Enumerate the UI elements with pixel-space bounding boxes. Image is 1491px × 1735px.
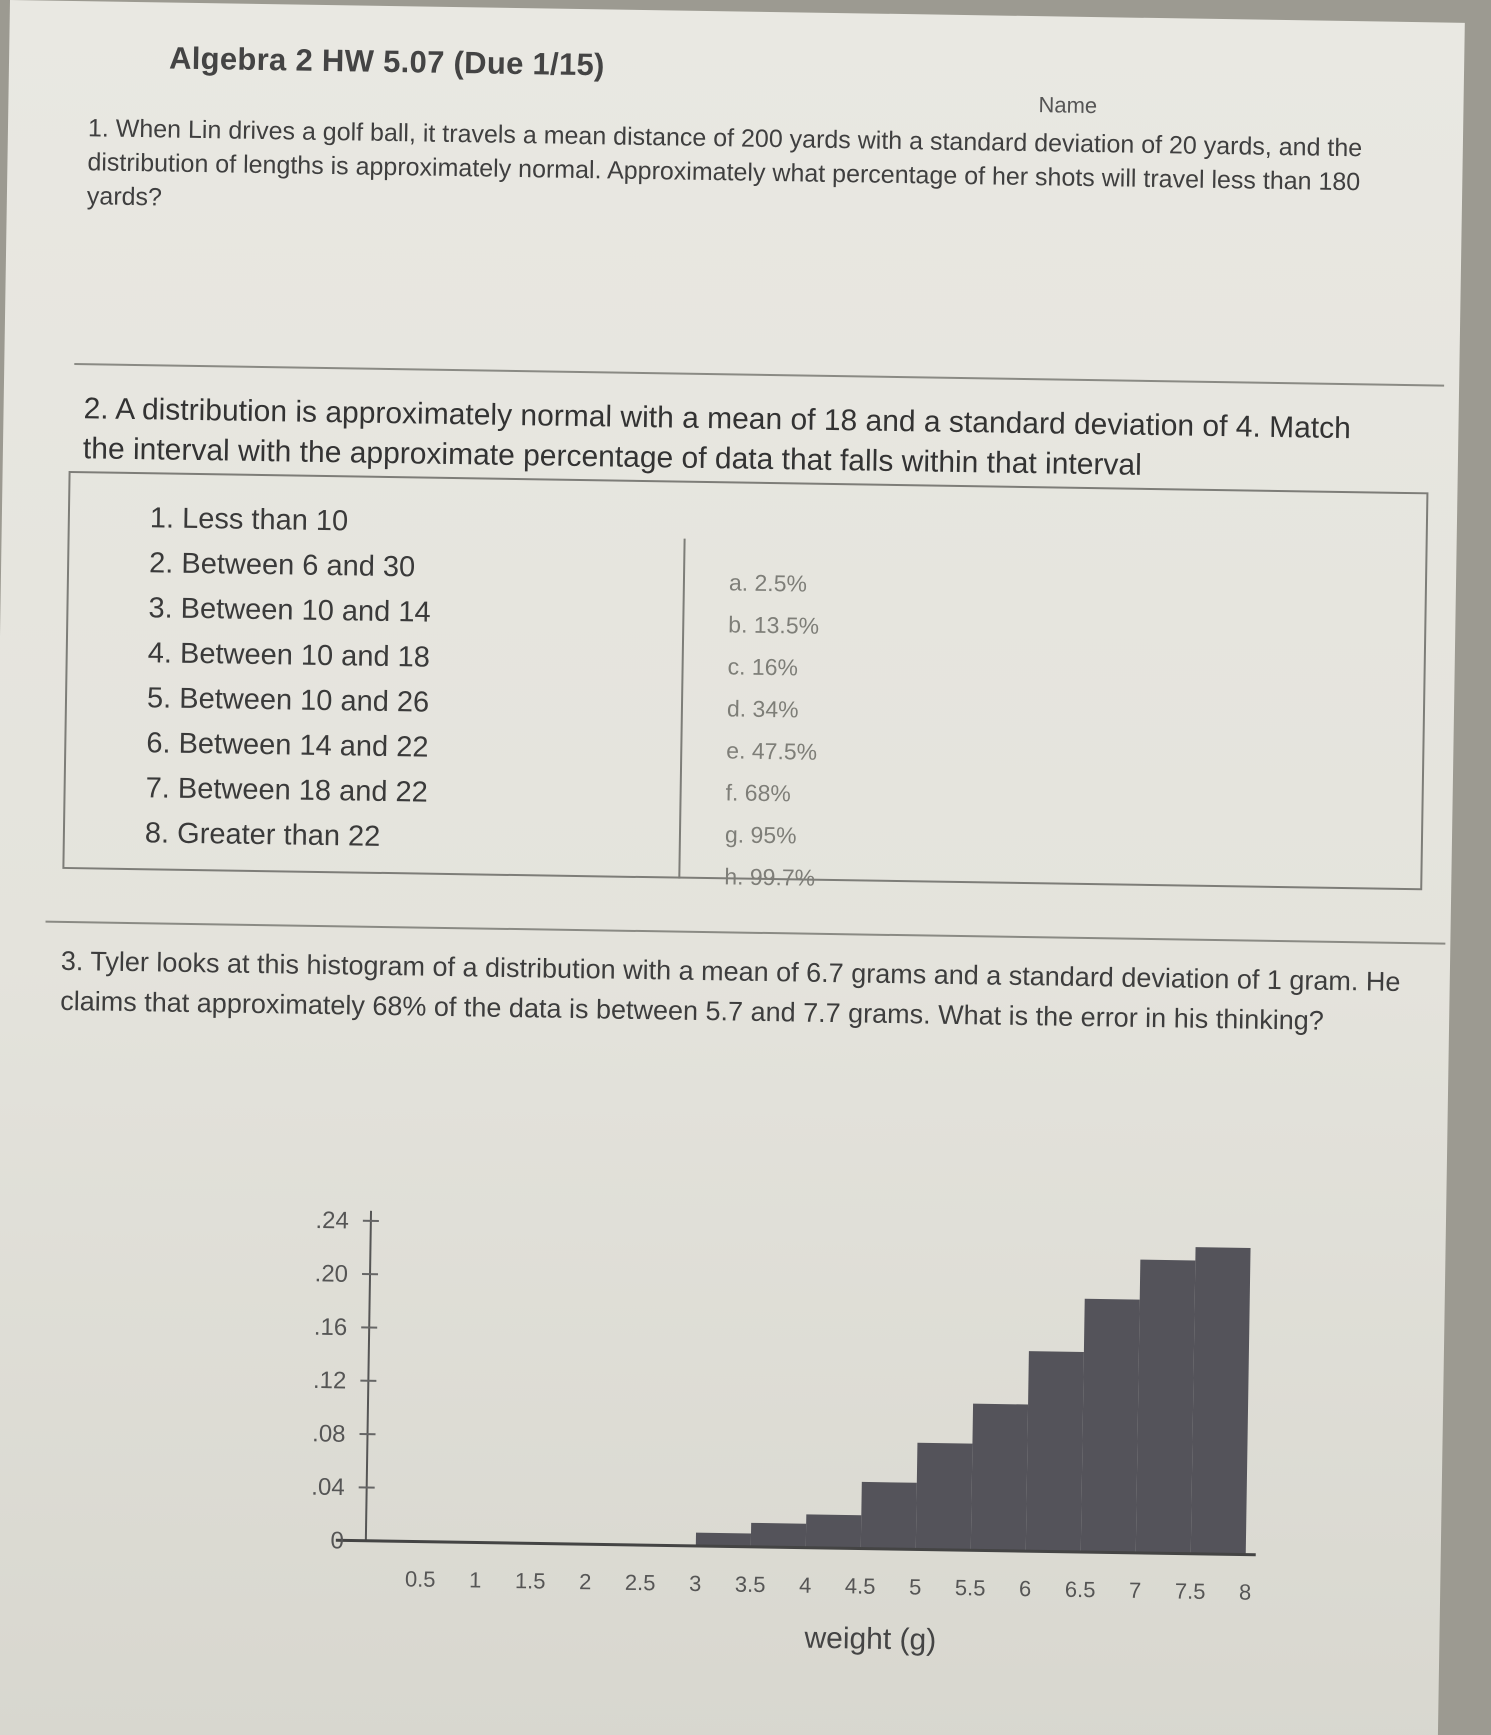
percentage-item: c. 16% <box>727 653 799 681</box>
histogram-bar <box>751 1523 806 1548</box>
x-tick-label: 4.5 <box>844 1573 876 1599</box>
divider-q1-q2 <box>74 363 1444 387</box>
x-tick-label: 1.5 <box>514 1568 546 1594</box>
divider-q2-q3 <box>46 921 1446 945</box>
histogram-bar <box>1136 1260 1196 1554</box>
histogram-bar <box>1191 1247 1251 1554</box>
histogram-chart <box>264 1184 1301 1670</box>
histogram-bar <box>806 1514 862 1548</box>
matching-table <box>62 471 1428 890</box>
histogram-bar <box>916 1443 973 1551</box>
x-tick-label: 6.5 <box>1064 1576 1096 1603</box>
interval-item: 7. Between 18 and 22 <box>145 772 429 809</box>
interval-item: 5. Between 10 and 26 <box>146 682 430 719</box>
y-tick-label: .12 <box>312 1366 347 1395</box>
name-label: Name <box>1038 92 1098 119</box>
interval-item: 3. Between 10 and 14 <box>148 592 431 629</box>
histogram-bar <box>971 1404 1028 1552</box>
x-tick-label: 3 <box>688 1570 702 1597</box>
y-tick-label: .08 <box>311 1420 346 1448</box>
y-tick-label: 0 <box>330 1527 345 1555</box>
x-tick-label: 6 <box>1018 1576 1032 1602</box>
question-2-intro-line-1: 2. A distribution is approximately normal with a mean of 18 and a standard deviation of 4. Match <box>83 392 1352 446</box>
x-tick-label: 2 <box>578 1569 592 1595</box>
y-tick-label: .16 <box>313 1313 348 1342</box>
histogram-bar <box>1081 1299 1140 1553</box>
x-tick-label: 5.5 <box>954 1575 986 1601</box>
percentage-item: e. 47.5% <box>726 737 818 765</box>
percentage-item: f. 68% <box>725 779 792 807</box>
x-tick-label: 0.5 <box>404 1566 436 1592</box>
x-tick-label: 3.5 <box>734 1571 766 1598</box>
x-tick-label: 1 <box>468 1567 482 1593</box>
percentage-list <box>724 561 820 898</box>
interval-item: 1. Less than 10 <box>149 502 349 538</box>
y-axis-line <box>366 1211 371 1541</box>
percentage-item: b. 13.5% <box>728 611 820 639</box>
question-3-text: 3. Tyler looks at this histogram of a distribution with a mean of 6.7 grams and a standard deviation of 1 gram. He claims that approximately 68% of the data is between 5.7 and 7.7 grams. What is the error in his thinking? <box>60 945 1401 1036</box>
x-tick-label: 5 <box>908 1574 922 1600</box>
y-tick-label: .24 <box>315 1206 350 1235</box>
histogram-bar <box>861 1482 917 1550</box>
worksheet-title: Algebra 2 HW 5.07 (Due 1/15) <box>168 40 605 83</box>
percentage-item: h. 99.7% <box>724 863 816 891</box>
y-tick-label: .20 <box>314 1260 349 1288</box>
x-tick-label: 2.5 <box>624 1569 656 1596</box>
interval-item: 4. Between 10 and 18 <box>147 637 431 674</box>
interval-list <box>145 496 433 860</box>
y-tick-label: .04 <box>311 1473 345 1502</box>
histogram-bar <box>1026 1351 1084 1552</box>
matching-table-column-divider <box>678 539 685 879</box>
interval-item: 2. Between 6 and 30 <box>148 547 416 584</box>
x-tick-label: 7.5 <box>1174 1578 1206 1604</box>
percentage-item: a. 2.5% <box>728 569 808 597</box>
x-tick-label: 4 <box>798 1572 812 1598</box>
interval-item: 6. Between 14 and 22 <box>146 727 429 764</box>
x-tick-label: 7 <box>1128 1577 1142 1603</box>
percentage-item: d. 34% <box>726 695 799 723</box>
interval-item: 8. Greater than 22 <box>144 817 381 853</box>
x-axis-label: weight (g) <box>804 1621 937 1657</box>
question-1-text: 1. When Lin drives a golf ball, it travels a mean distance of 200 yards with a standard deviation of 20 yards, and the distribution of lengths is approximately normal. Approximately what percentage of her shots will travel less than 180 yards? <box>86 114 1363 212</box>
question-2-intro-line-2: the interval with the approximate percentage of data that falls within that interval <box>82 432 1143 482</box>
percentage-item: g. 95% <box>724 821 797 849</box>
x-tick-label: 8 <box>1238 1579 1252 1605</box>
